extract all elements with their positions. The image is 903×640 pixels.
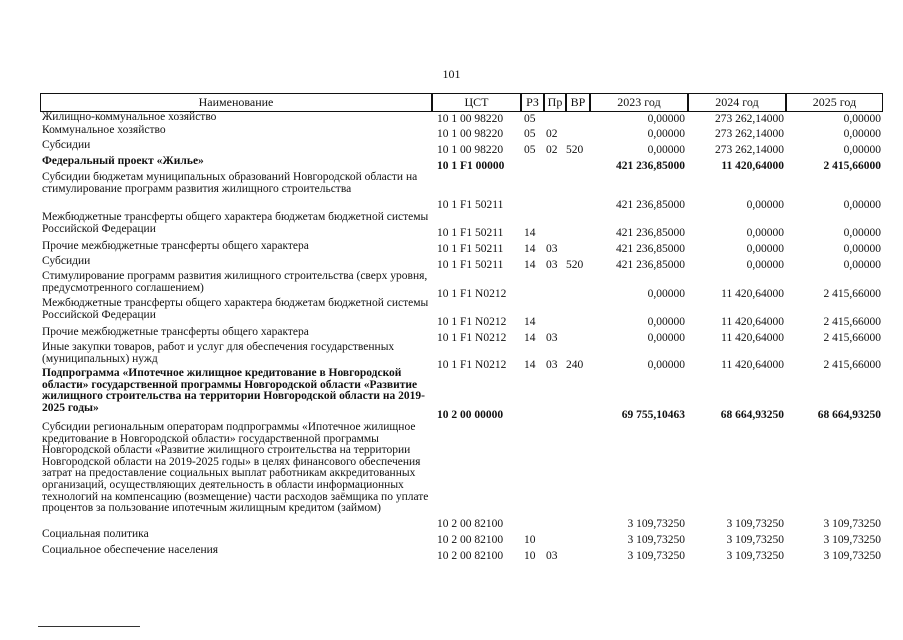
row-name: Стимулирование программ развития жилищного строительства (сверх уровня, предусмотренного соглашением) — [42, 270, 428, 294]
row-value-2025: 0,00000 — [843, 227, 881, 239]
row-cst: 10 2 00 82100 — [437, 518, 504, 530]
row-value-2025: 3 109,73250 — [823, 550, 881, 562]
row-value-2024: 3 109,73250 — [726, 518, 784, 530]
row-cst: 10 1 00 98220 — [437, 128, 504, 140]
row-value-2024: 0,00000 — [746, 227, 784, 239]
row-value-2023: 0,00000 — [647, 144, 685, 156]
row-name: Федеральный проект «Жилье» — [42, 155, 204, 167]
row-rz: 05 — [524, 113, 536, 125]
row-value-2025: 2 415,66000 — [823, 332, 881, 344]
row-cst: 10 1 00 98220 — [437, 144, 504, 156]
row-value-2025: 2 415,66000 — [823, 160, 881, 172]
row-value-2023: 3 109,73250 — [627, 534, 685, 546]
header-2023: 2023 год — [590, 93, 688, 112]
header-rz: РЗ — [521, 93, 544, 112]
row-pr: 03 — [546, 243, 558, 255]
row-cst: 10 1 F1 50211 — [437, 243, 504, 255]
row-value-2023: 421 236,85000 — [616, 199, 685, 211]
row-value-2024: 273 262,14000 — [715, 128, 784, 140]
row-cst: 10 1 F1 N0212 — [437, 359, 507, 371]
row-value-2025: 0,00000 — [843, 199, 881, 211]
row-value-2024: 0,00000 — [746, 243, 784, 255]
row-rz: 10 — [524, 550, 536, 562]
row-value-2024: 273 262,14000 — [715, 113, 784, 125]
row-cst: 10 1 F1 N0212 — [437, 288, 507, 300]
row-value-2025: 3 109,73250 — [823, 534, 881, 546]
header-name: Наименование — [40, 93, 432, 112]
header-cst: ЦСТ — [432, 93, 521, 112]
row-value-2024: 273 262,14000 — [715, 144, 784, 156]
row-rz: 10 — [524, 534, 536, 546]
row-value-2024: 11 420,64000 — [721, 160, 784, 172]
row-cst: 10 1 F1 50211 — [437, 199, 504, 211]
header-pr: Пр — [544, 93, 566, 112]
row-cst: 10 1 F1 N0212 — [437, 316, 507, 328]
row-rz: 14 — [524, 227, 536, 239]
row-cst: 10 2 00 82100 — [437, 534, 504, 546]
row-rz: 05 — [524, 144, 536, 156]
row-value-2025: 0,00000 — [843, 113, 881, 125]
row-value-2024: 0,00000 — [746, 199, 784, 211]
row-cst: 10 1 F1 N0212 — [437, 332, 507, 344]
row-vr: 520 — [566, 144, 584, 156]
row-cst: 10 2 00 00000 — [437, 409, 504, 421]
row-name: Подпрограмма «Ипотечное жилищное кредитование в Новгородской области» государственной программы Новгородской области «Развитие жилищного строительства на территории Новгородской области на 2019-2025 годы» — [42, 367, 425, 414]
row-value-2023: 0,00000 — [647, 128, 685, 140]
row-pr: 02 — [546, 128, 558, 140]
row-name: Социальное обеспечение населения — [42, 544, 219, 556]
row-rz: 14 — [524, 316, 536, 328]
page-number: 101 — [442, 67, 461, 81]
row-name: Жилищно-коммунальное хозяйство — [42, 111, 217, 123]
row-value-2025: 0,00000 — [843, 243, 881, 255]
row-value-2023: 3 109,73250 — [627, 518, 685, 530]
row-rz: 14 — [524, 359, 536, 371]
row-rz: 14 — [524, 259, 536, 271]
row-pr: 03 — [546, 550, 558, 562]
row-value-2023: 421 236,85000 — [616, 160, 685, 172]
row-value-2025: 0,00000 — [843, 144, 881, 156]
row-value-2023: 421 236,85000 — [616, 259, 685, 271]
row-value-2025: 0,00000 — [843, 259, 881, 271]
row-name: Субсидии региональным операторам подпрограммы «Ипотечное жилищное кредитование в Новгородской области» государственной программы Новгородской области «Развитие жилищного строительства на территории Новгородской области на 2019-2025 годы» в целях финансового обеспечения затрат на предоставление социальных выплат работникам аккредитованных организаций, осуществляющих деятельность в области информационных технологий на компенсацию (возмещение) части расходов заёмщика по уплате процентов за пользование ипотечным жилищным кредитом (займом) — [42, 421, 429, 515]
row-rz: 14 — [524, 332, 536, 344]
row-value-2023: 421 236,85000 — [616, 227, 685, 239]
row-value-2025: 68 664,93250 — [817, 409, 881, 421]
row-value-2024: 68 664,93250 — [720, 409, 784, 421]
row-value-2023: 69 755,10463 — [621, 409, 685, 421]
row-value-2024: 0,00000 — [746, 259, 784, 271]
row-value-2025: 2 415,66000 — [823, 288, 881, 300]
row-value-2023: 0,00000 — [647, 316, 685, 328]
row-pr: 02 — [546, 144, 558, 156]
row-name: Субсидии — [42, 255, 91, 267]
row-name: Коммунальное хозяйство — [42, 124, 166, 136]
row-rz: 14 — [524, 243, 536, 255]
row-value-2025: 3 109,73250 — [823, 518, 881, 530]
row-value-2024: 11 420,64000 — [721, 332, 784, 344]
row-value-2024: 11 420,64000 — [721, 288, 784, 300]
row-name: Социальная политика — [42, 528, 149, 540]
row-rz: 05 — [524, 128, 536, 140]
row-name: Субсидии бюджетам муниципальных образований Новгородской области на стимулирование программ развития жилищного строительства — [42, 171, 418, 195]
row-value-2023: 0,00000 — [647, 113, 685, 125]
row-name: Межбюджетные трансферты общего характера бюджетам бюджетной системы Российской Федерации — [42, 211, 429, 235]
row-cst: 10 1 00 98220 — [437, 113, 504, 125]
row-value-2023: 421 236,85000 — [616, 243, 685, 255]
row-value-2024: 11 420,64000 — [721, 316, 784, 328]
row-name: Прочие межбюджетные трансферты общего характера — [42, 240, 309, 252]
row-value-2023: 0,00000 — [647, 359, 685, 371]
row-vr: 520 — [566, 259, 584, 271]
row-name: Межбюджетные трансферты общего характера бюджетам бюджетной системы Российской Федерации — [42, 297, 429, 321]
row-cst: 10 1 F1 50211 — [437, 227, 504, 239]
row-value-2024: 3 109,73250 — [726, 550, 784, 562]
row-value-2025: 2 415,66000 — [823, 359, 881, 371]
row-value-2024: 3 109,73250 — [726, 534, 784, 546]
header-2024: 2024 год — [688, 93, 786, 112]
row-cst: 10 1 F1 50211 — [437, 259, 504, 271]
row-pr: 03 — [546, 259, 558, 271]
row-pr: 03 — [546, 332, 558, 344]
row-value-2025: 2 415,66000 — [823, 316, 881, 328]
row-vr: 240 — [566, 359, 584, 371]
row-value-2023: 0,00000 — [647, 288, 685, 300]
header-vr: ВР — [566, 93, 590, 112]
row-cst: 10 1 F1 00000 — [437, 160, 505, 172]
footnote-divider — [38, 626, 140, 627]
row-value-2023: 0,00000 — [647, 332, 685, 344]
row-name: Иные закупки товаров, работ и услуг для обеспечения государственных (муниципальных) нужд — [42, 341, 395, 365]
row-value-2025: 0,00000 — [843, 128, 881, 140]
row-name: Прочие межбюджетные трансферты общего характера — [42, 326, 309, 338]
row-value-2023: 3 109,73250 — [627, 550, 685, 562]
row-name: Субсидии — [42, 139, 91, 151]
row-cst: 10 2 00 82100 — [437, 550, 504, 562]
row-pr: 03 — [546, 359, 558, 371]
header-2025: 2025 год — [786, 93, 883, 112]
row-value-2024: 11 420,64000 — [721, 359, 784, 371]
